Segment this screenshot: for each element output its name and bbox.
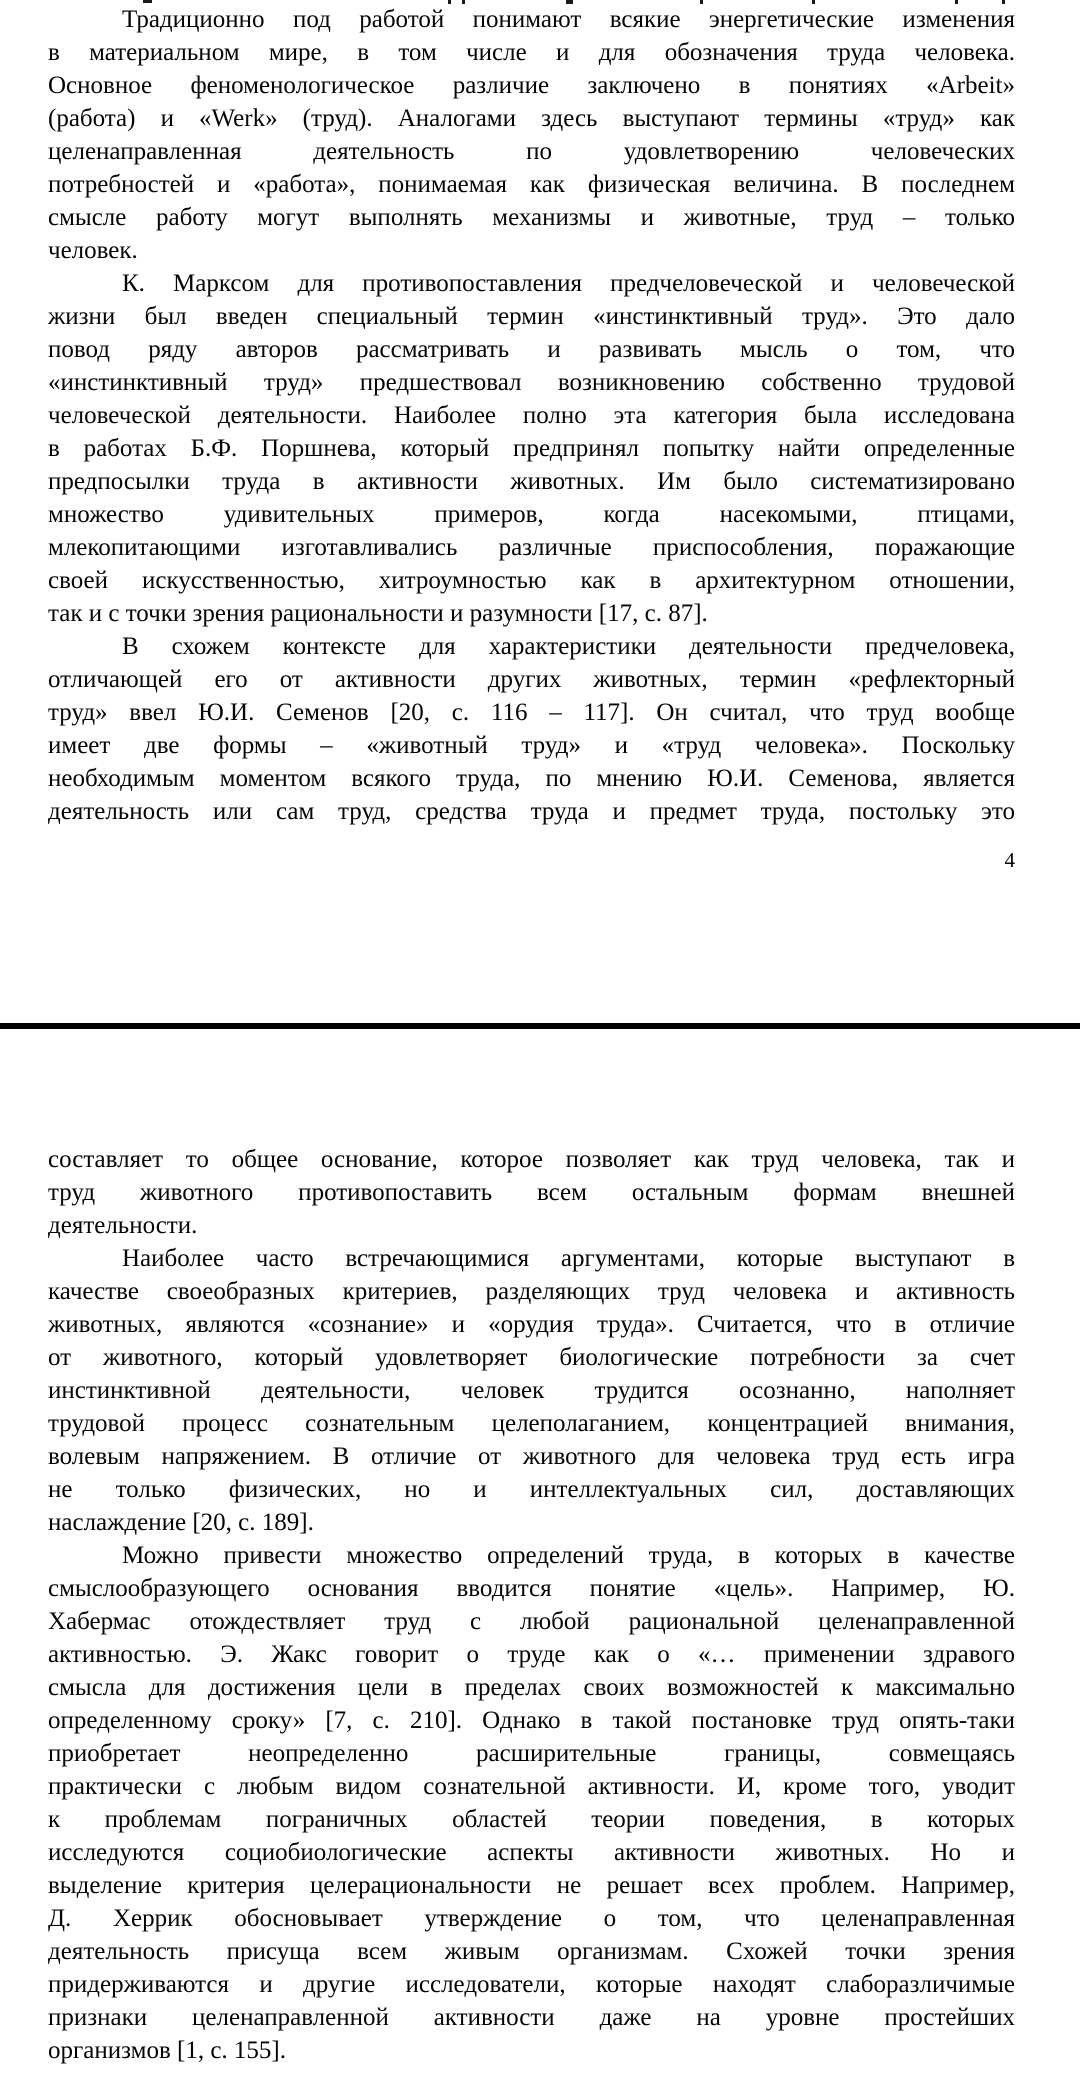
text-line: в работах Б.Ф. Поршнева, который предпринял попытку найти определенные bbox=[48, 435, 1015, 462]
text-line: не только физических, но и интеллектуальных сил, доставляющих bbox=[48, 1476, 1015, 1503]
text-line: целенаправленная деятельность по удовлетворению человеческих bbox=[48, 138, 1015, 165]
text-line: жизни был введен специальный термин «инстинктивный труд». Это дало bbox=[48, 303, 1015, 330]
text-line: множество удивительных примеров, когда насекомыми, птицами, bbox=[48, 501, 1015, 528]
text-line: смысла для достижения цели в пределах своих возможностей к максимально bbox=[48, 1674, 1015, 1701]
text-line: труд» ввел Ю.И. Семенов [20, с. 116 – 117]. Он считал, что труд вообще bbox=[48, 699, 1015, 726]
paragraph bbox=[48, 630, 1015, 828]
text-line: имеет две формы – «животный труд» и «труд человека». Поскольку bbox=[48, 732, 1015, 759]
text-line: к проблемам пограничных областей теории поведения, в которых bbox=[48, 1806, 1015, 1833]
page-separator bbox=[0, 1023, 1080, 1029]
text-line: составляет то общее основание, которое позволяет как труд человека, так и bbox=[48, 1146, 1015, 1173]
text-line: выделение критерия целерациональности не решает всех проблем. Например, bbox=[48, 1872, 1015, 1899]
text-line: смыслообразующего основания вводится понятие «цель». Например, Ю. bbox=[48, 1575, 1015, 1602]
text-line: организмов [1, с. 155]. bbox=[48, 2037, 287, 2064]
text-line: потребностей и «работа», понимаемая как физическая величина. В последнем bbox=[48, 171, 1015, 198]
text-line: трудовой процесс сознательным целеполаганием, концентрацией внимания, bbox=[48, 1410, 1015, 1437]
text-line: деятельность присуща всем живым организмам. Схожей точки зрения bbox=[48, 1938, 1015, 1965]
text-line: К. Марксом для противопоставления предчеловеческой и человеческой bbox=[122, 270, 1015, 297]
page-number: 4 bbox=[1004, 848, 1015, 872]
page-1-text bbox=[48, 3, 1015, 828]
text-line: так и с точки зрения рациональности и разумности [17, с. 87]. bbox=[48, 600, 708, 627]
text-line: Наиболее часто встречающимися аргументами, которые выступают в bbox=[122, 1245, 1015, 1272]
text-line: волевым напряжением. В отличие от животного для человека труд есть игра bbox=[48, 1443, 1015, 1470]
text-line: от животного, который удовлетворяет биологические потребности за счет bbox=[48, 1344, 1015, 1371]
text-line: инстинктивной деятельности, человек трудится осознанно, наполняет bbox=[48, 1377, 1015, 1404]
paragraph bbox=[48, 3, 1015, 267]
text-line: повод ряду авторов рассматривать и развивать мысль о том, что bbox=[48, 336, 1015, 363]
text-line: человек. bbox=[48, 237, 138, 264]
text-line: отличающей его от активности других животных, термин «рефлекторный bbox=[48, 666, 1015, 693]
text-line: Можно привести множество определений труда, в которых в качестве bbox=[122, 1542, 1015, 1569]
text-line: своей искусственностью, хитроумностью как в архитектурном отношении, bbox=[48, 567, 1015, 594]
text-line: человеческой деятельности. Наиболее полно эта категория была исследована bbox=[48, 402, 1015, 429]
text-line: предпосылки труда в активности животных. Им было систематизировано bbox=[48, 468, 1015, 495]
paragraph bbox=[48, 1143, 1015, 1242]
text-line: «инстинктивный труд» предшествовал возникновению собственно трудовой bbox=[48, 369, 1015, 396]
text-line: придерживаются и другие исследователи, которые находят слаборазличимые bbox=[48, 1971, 1015, 1998]
text-line: активностью. Э. Жакс говорит о труде как о «… применении здравого bbox=[48, 1641, 1015, 1668]
text-line: Хабермас отождествляет труд с любой рациональной целенаправленной bbox=[48, 1608, 1015, 1635]
text-line: деятельности. bbox=[48, 1212, 198, 1239]
text-line: определенному сроку» [7, с. 210]. Однако в такой постановке труд опять-таки bbox=[48, 1707, 1015, 1734]
text-line: признаки целенаправленной активности даже на уровне простейших bbox=[48, 2004, 1015, 2031]
text-line: необходимым моментом всякого труда, по мнению Ю.И. Семенова, является bbox=[48, 765, 1015, 792]
page-2-text bbox=[48, 1143, 1015, 2067]
text-line: животных, являются «сознание» и «орудия труда». Считается, что в отличие bbox=[48, 1311, 1015, 1338]
paragraph bbox=[48, 267, 1015, 630]
text-line: исследуются социобиологические аспекты активности животных. Но и bbox=[48, 1839, 1015, 1866]
text-line: труд животного противопоставить всем остальным формам внешней bbox=[48, 1179, 1015, 1206]
text-line: В схожем контексте для характеристики деятельности предчеловека, bbox=[122, 633, 1015, 660]
text-line: Д. Херрик обосновывает утверждение о том, что целенаправленная bbox=[48, 1905, 1015, 1932]
text-line: (работа) и «Werk» (труд). Аналогами здесь выступают термины «труд» как bbox=[48, 105, 1015, 132]
text-line: Основное феноменологическое различие заключено в понятиях «Arbeit» bbox=[48, 72, 1015, 99]
paragraph bbox=[48, 1539, 1015, 2067]
text-line: качестве своеобразных критериев, разделяющих труд человека и активность bbox=[48, 1278, 1015, 1305]
text-line: смысле работу могут выполнять механизмы и животные, труд – только bbox=[48, 204, 1015, 231]
text-line: в материальном мире, в том числе и для обозначения труда человека. bbox=[48, 39, 1015, 66]
text-line: млекопитающими изготавливались различные приспособления, поражающие bbox=[48, 534, 1015, 561]
paragraph bbox=[48, 1242, 1015, 1539]
text-line: Традиционно под работой понимают всякие энергетические изменения bbox=[122, 6, 1015, 33]
text-line: наслаждение [20, с. 189]. bbox=[48, 1509, 314, 1536]
text-line: приобретает неопределенно расширительные границы, совмещаясь bbox=[48, 1740, 1015, 1767]
text-line: деятельность или сам труд, средства труда и предмет труда, постольку это bbox=[48, 798, 1015, 825]
text-line: практически с любым видом сознательной активности. И, кроме того, уводит bbox=[48, 1773, 1015, 1800]
